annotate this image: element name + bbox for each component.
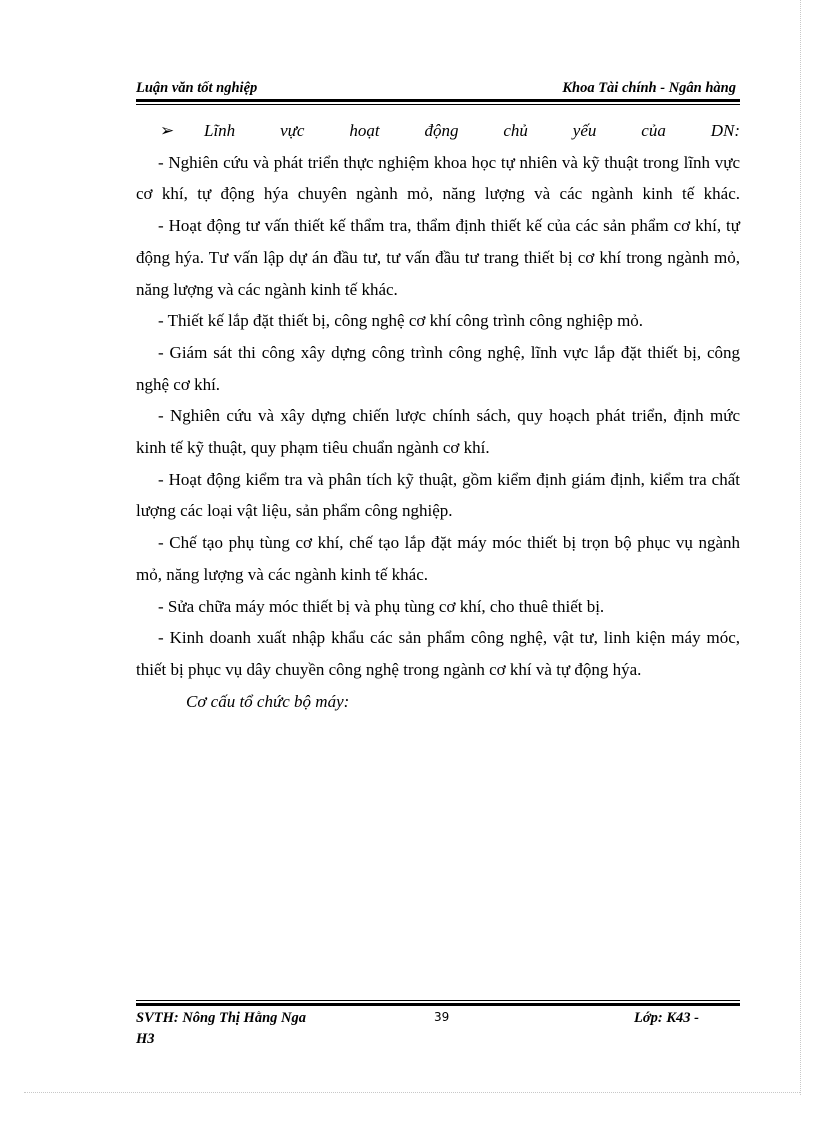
bullet-word: Lĩnh (204, 121, 236, 140)
page-edge-dotted-bottom (24, 1092, 800, 1093)
page-number: 39 (434, 1010, 450, 1024)
footer-rule-thick (136, 1003, 740, 1006)
arrow-bullet-icon: ➢ (160, 121, 175, 140)
paragraph-research: - Nghiên cứu và phát triển thực nghiệm khoa học tự nhiên và kỹ thuật trong lĩnh vực cơ khí, tự động hýa chuyên ngành mỏ, năng lượng và các ngành kinh tế khác. (136, 152, 740, 204)
header-right: Khoa Tài chính - Ngân hàng (562, 80, 736, 96)
subheading-org-structure: Cơ cấu tổ chức bộ máy: (186, 691, 350, 711)
bullet-word: hoạt (349, 121, 380, 140)
bullet-word: vực (280, 121, 305, 140)
footer-class: Lớp: K43 - (634, 1010, 699, 1026)
header-rule-thin (136, 104, 740, 105)
paragraph-repair: - Sửa chữa máy móc thiết bị và phụ tùng cơ khí, cho thuê thiết bị. (158, 596, 605, 616)
header-left: Luận văn tốt nghiệp (136, 80, 258, 96)
bullet-heading-text (204, 115, 740, 147)
paragraph-trade: - Kinh doanh xuất nhập khẩu các sản phẩm công nghệ, vật tư, linh kiện máy móc, thiết bị phục vụ dây chuyền công nghệ trong ngành cơ khí và tự động hýa. (136, 628, 740, 679)
bullet-word: chủ (503, 121, 528, 140)
paragraph-strategy: - Nghiên cứu và xây dựng chiến lược chính sách, quy hoạch phát triển, định mức kinh tế kỹ thuật, quy phạm tiêu chuẩn ngành cơ khí. (136, 406, 740, 458)
paragraph-manufacturing: - Chế tạo phụ tùng cơ khí, chế tạo lắp đặt máy móc thiết bị trọn bộ phục vụ ngành mỏ, năng lượng và các ngành kinh tế khác. (136, 533, 740, 584)
paragraph-supervision: - Giám sát thi công xây dựng công trình công nghệ, lĩnh vực lắp đặt thiết bị, công nghệ cơ khí. (136, 342, 740, 394)
bullet-word: DN: (710, 121, 740, 140)
header-rule-thick (136, 99, 740, 102)
footer-rule-thin (136, 1000, 740, 1001)
bullet-word: của (641, 121, 666, 140)
paragraph-inspection: - Hoạt động kiểm tra và phân tích kỹ thuật, gồm kiểm định giám định, kiểm tra chất lượng các loại vật liệu, sản phẩm công nghiệp. (136, 469, 740, 521)
bullet-word: yếu (572, 121, 597, 140)
paragraph-consulting: - Hoạt động tư vấn thiết kế thẩm tra, thẩm định thiết kế của các sản phẩm cơ khí, tự động hýa. Tư vấn lập dự án đầu tư, tư vấn đầu tư trang thiết bị cơ khí trong ngành mỏ, năng lượng và các ngành kinh tế khác. (136, 216, 740, 299)
paragraph-design-install: - Thiết kế lắp đặt thiết bị, công nghệ cơ khí công trình công nghiệp mỏ. (158, 311, 644, 331)
document-body (136, 115, 740, 717)
page-edge-dotted-right (800, 0, 801, 1095)
bullet-word: động (424, 121, 459, 140)
footer-student: SVTH: Nông Thị Hằng Nga (136, 1010, 306, 1026)
footer-class-suffix: H3 (136, 1031, 155, 1047)
bullet-heading (136, 115, 740, 147)
